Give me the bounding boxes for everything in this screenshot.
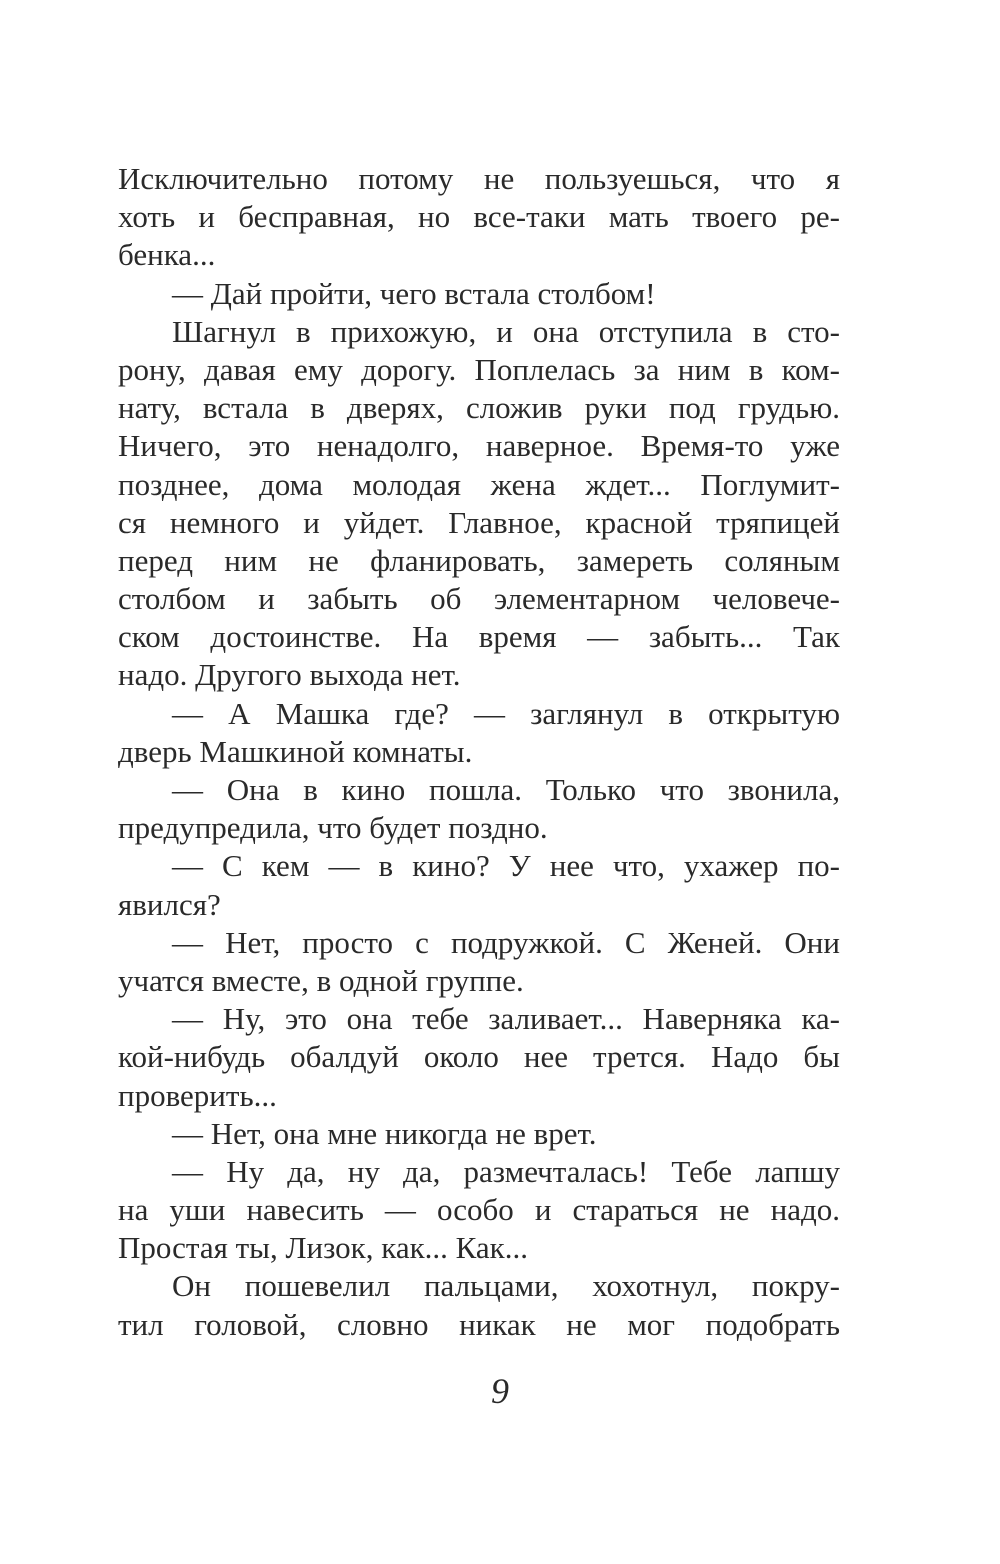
- text-line: — Дай пройти, чего встала столбом!: [172, 275, 656, 311]
- text-line: кой-нибудь обалдуй около нее трется. Надо бы: [118, 1039, 840, 1075]
- text-line: Исключительно потому не пользуешься, что я: [118, 161, 840, 196]
- body-text: [118, 160, 840, 1344]
- text-line: Простая ты, Лизок, как... Как...: [118, 1230, 528, 1266]
- page-number: 9: [491, 1371, 509, 1411]
- text-line: Он пошевелил пальцами, хохотнул, покру-: [172, 1268, 840, 1304]
- text-line: — Нет, она мне никогда не врет.: [172, 1115, 597, 1151]
- text-line: хоть и бесправная, но все-таки мать твоего ре-: [118, 199, 840, 235]
- text-line: тил головой, словно никак не мог подобрать: [118, 1306, 840, 1342]
- text-line: бенка...: [118, 237, 216, 273]
- text-line: проверить...: [118, 1077, 277, 1113]
- text-line: учатся вместе, в одной группе.: [118, 962, 524, 998]
- text-line: — А Машка где? — заглянул в открытую: [172, 695, 840, 731]
- text-line: позднее, дома молодая жена ждет... Поглумит-: [118, 466, 840, 502]
- text-line: на уши навесить — особо и стараться не надо.: [118, 1192, 840, 1228]
- text-line: ском достоинстве. На время — забыть... Так: [118, 619, 840, 655]
- text-line: предупредила, что будет поздно.: [118, 810, 548, 846]
- text-line: Шагнул в прихожую, и она отступила в сто-: [172, 313, 840, 349]
- text-line: рону, давая ему дорогу. Поплелась за ним в ком-: [118, 351, 840, 387]
- text-line: Ничего, это ненадолго, наверное. Время-то уже: [118, 428, 840, 464]
- text-line: — Ну, это она тебе заливает... Наверняка ка-: [172, 1001, 840, 1037]
- text-line: — Ну да, ну да, размечталась! Тебе лапшу: [172, 1153, 840, 1189]
- text-line: — Она в кино пошла. Только что звонила,: [172, 772, 840, 807]
- text-line: явился?: [118, 886, 221, 922]
- text-line: дверь Машкиной комнаты.: [118, 733, 473, 769]
- text-line: перед ним не фланировать, замереть соляным: [118, 542, 840, 578]
- text-line: ся немного и уйдет. Главное, красной тряпицей: [118, 504, 840, 540]
- text-line: столбом и забыть об элементарном человече-: [118, 581, 840, 617]
- text-line: — С кем — в кино? У нее что, ухажер по-: [172, 848, 840, 884]
- text-line: нату, встала в дверях, сложив руки под грудью.: [118, 390, 840, 426]
- text-line: — Нет, просто с подружкой. С Женей. Они: [172, 924, 840, 960]
- text-line: надо. Другого выхода нет.: [118, 657, 461, 693]
